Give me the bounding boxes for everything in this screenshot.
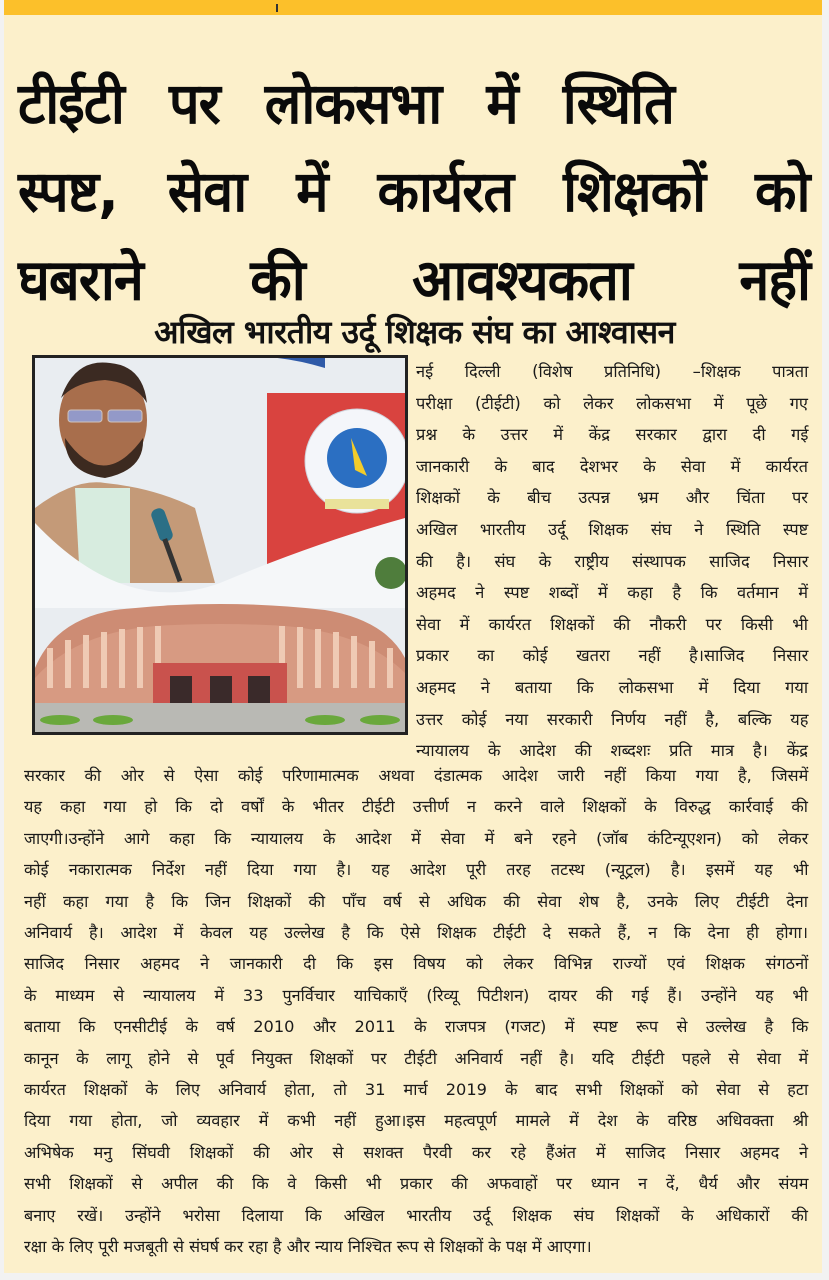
subheadline: अखिल भारतीय उर्दू शिक्षक संघ का आश्वासन xyxy=(154,312,675,351)
body-line: प्रकार का कोई खतरा नहीं है।साजिद निसार xyxy=(416,646,809,666)
body-line: रक्षा के लिए पूरी मजबूती से संघर्ष कर रहा है और न्याय निश्चित रूप से शिक्षकों के पक्ष में आएगा। xyxy=(24,1237,592,1257)
body-line: की है। संघ के राष्ट्रीय संस्थापक साजिद निसार xyxy=(416,551,809,571)
article-body-side-column xyxy=(416,356,808,767)
body-line: यह कहा गया हो कि दो वर्षों के भीतर टीईटी उत्तीर्ण न करने वाले शिक्षकों के विरुद्ध कार्रवाई की xyxy=(24,797,808,817)
article-photo xyxy=(32,355,408,735)
body-line: शिक्षकों के बीच उत्पन्न भ्रम और चिंता पर xyxy=(416,488,808,508)
body-line: न्यायालय के आदेश की शब्दशः प्रति मात्र है। केंद्र xyxy=(416,741,808,761)
body-line: के माध्यम से न्यायालय में 33 पुनर्विचार याचिकाएँ (रिव्यू पिटीशन) दायर की गई हैं। उन्होंने यह भी xyxy=(24,985,808,1005)
body-line: अभिषेक मनु सिंघवी शिक्षकों की ओर से सशक्त पैरवी कर रहे हैंअंत में साजिद निसार अहमद ने xyxy=(24,1142,808,1162)
body-line: सरकार की ओर से ऐसा कोई परिणामात्मक अथवा दंडात्मक आदेश जारी नहीं किया गया है, जिसमें xyxy=(24,766,809,785)
body-line: नहीं कहा गया है कि जिन शिक्षकों की पाँच वर्ष से अधिक की सेवा शेष है, उनके लिए टीईटी देना xyxy=(24,891,808,911)
body-line: सभी शिक्षकों से अपील की कि वे किसी भी प्रकार की अफवाहों पर ध्यान न दें, धैर्य और संयम xyxy=(24,1174,809,1194)
headline-line: टीईटी पर लोकसभा में स्थिति xyxy=(18,70,674,137)
body-line: कानून के लागू होने से पूर्व नियुक्त शिक्षकों पर टीईटी अनिवार्य नहीं है। यदि टीईटी पहले से सेवा में xyxy=(24,1048,809,1068)
body-line: कोई नकारात्मक निर्देश नहीं दिया गया है। यह आदेश पूरी तरह तटस्थ (न्यूट्रल) है। इसमें यह भी xyxy=(24,860,809,880)
body-line: दिया गया होता, जो व्यवहार में कभी नहीं हुआ।इस महत्वपूर्ण मामले में देश के वरिष्ठ अधिवक्ता श्री xyxy=(24,1111,809,1131)
band-mark xyxy=(276,4,278,12)
headline xyxy=(18,60,810,325)
body-line: बताया कि एनसीटीई के वर्ष 2010 और 2011 के राजपत्र (गजट) में स्पष्ट रूप से उल्लेख है कि xyxy=(24,1017,809,1037)
body-line: नई दिल्ली (विशेष प्रतिनिधि) –शिक्षक पात्रता xyxy=(416,362,809,381)
body-line: अहमद ने स्पष्ट शब्दों में कहा है कि वर्तमान में xyxy=(416,583,808,603)
body-line: बनाए रखें। उन्होंने भरोसा दिलाया कि अखिल भारतीय उर्दू शिक्षक संघ शिक्षकों के अधिकारों की xyxy=(24,1205,808,1225)
headline-line: स्पष्ट, सेवा में कार्यरत शिक्षकों को xyxy=(18,158,810,226)
top-color-band xyxy=(4,0,822,15)
body-line: अहमद ने बताया कि लोकसभा में दिया गया xyxy=(416,677,809,697)
article-body-full-width xyxy=(24,760,808,1263)
body-line: जाएगी।उन्होंने आगे कहा कि न्यायालय के आदेश में सेवा में बने रहने (जॉब कंटिन्यूएशन) को लेकर xyxy=(24,828,809,848)
body-line: प्रश्न के उत्तर में केंद्र सरकार द्वारा दी गई xyxy=(416,425,809,445)
body-line: परीक्षा (टीईटी) को लेकर लोकसभा में पूछे गए xyxy=(416,393,808,413)
body-line: सेवा में कार्यरत शिक्षकों की नौकरी पर किसी भी xyxy=(416,614,808,634)
body-line: कार्यरत शिक्षकों के लिए अनिवार्य होता, तो 31 मार्च 2019 के बाद सभी शिक्षकों को सेवा से हटा xyxy=(24,1080,809,1100)
body-line: साजिद निसार अहमद ने जानकारी दी कि इस विषय को लेकर विभिन्न राज्यों एवं शिक्षक संगठनों xyxy=(24,954,809,974)
body-line: जानकारी के बाद देशभर के सेवा में कार्यरत xyxy=(416,456,808,476)
photo-collage xyxy=(35,358,405,732)
body-line: अखिल भारतीय उर्दू शिक्षक संघ ने स्थिति स्पष्ट xyxy=(416,519,809,539)
headline-line: घबराने की आवश्यकता नहीं xyxy=(18,247,810,314)
body-line: उत्तर कोई नया सरकारी निर्णय नहीं है, बल्कि यह xyxy=(416,709,809,729)
body-line: अनिवार्य है। आदेश में केवल यह उल्लेख है कि ऐसे शिक्षक टीईटी दे सकते हैं, न कि देना ही होगा। xyxy=(24,923,808,943)
